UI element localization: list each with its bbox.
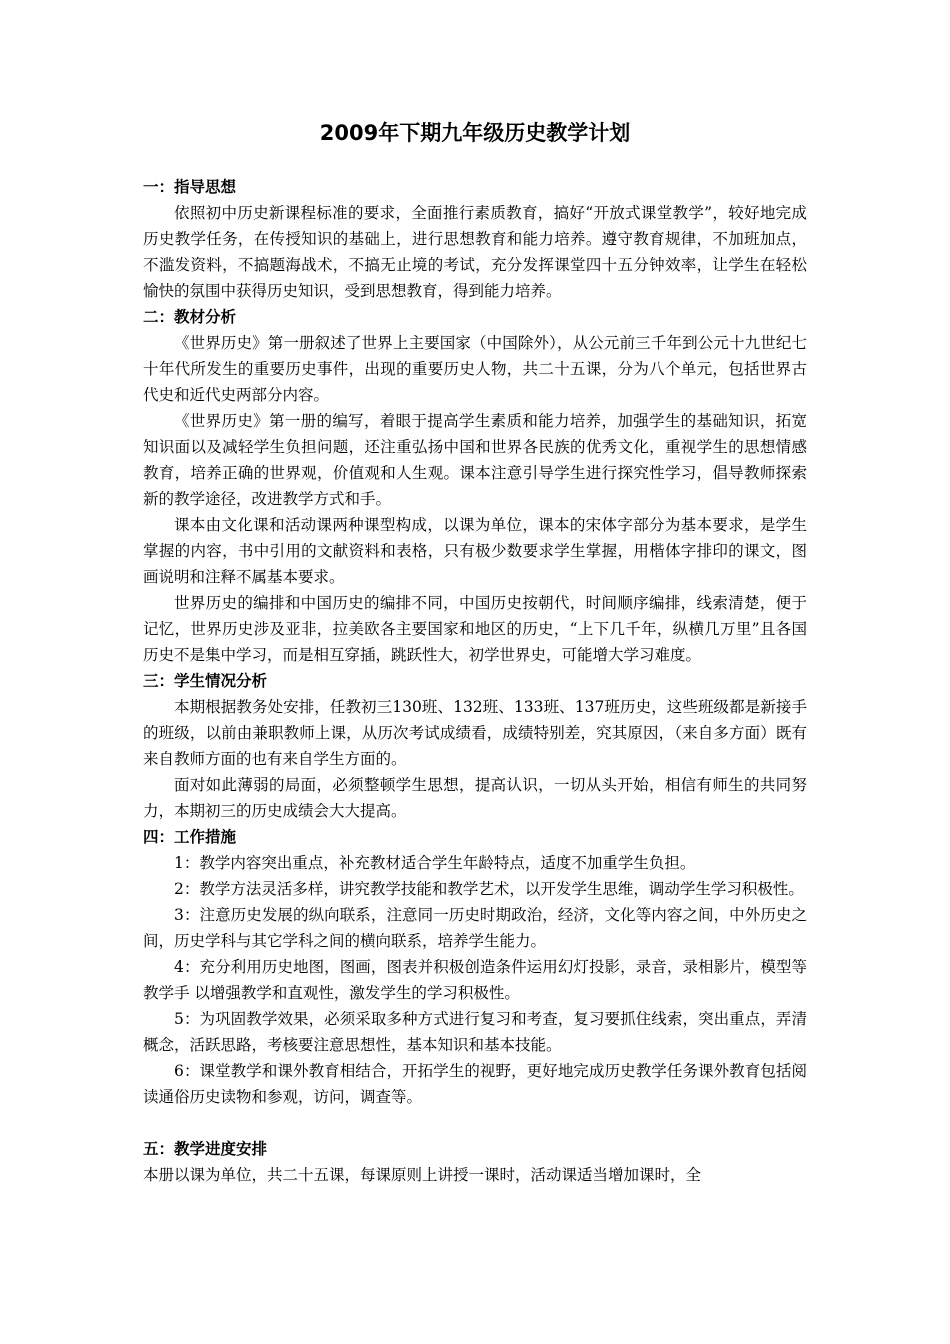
paragraph: 《世界历史》第一册叙述了世界上主要国家（中国除外），从公元前三千年到公元十九世纪七十年代所发生的重要历史事件，出现的重要历史人物，共二十五课，分为八个单元，包括世界古代史和近代史两部分内容。 xyxy=(143,334,807,404)
section-guiding-ideology xyxy=(143,174,807,304)
section-heading: 五：教学进度安排 xyxy=(143,1140,268,1158)
section-textbook-analysis xyxy=(143,304,807,668)
page-title: 2009年下期九年级历史教学计划 xyxy=(319,121,631,145)
list-item: 3：注意历史发展的纵向联系，注意同一历史时期政治，经济，文化等内容之间，中外历史之间，历史学科与其它学科之间的横向联系，培养学生能力。 xyxy=(143,906,807,950)
paragraph: 世界历史的编排和中国历史的编排不同，中国历史按朝代，时间顺序编排，线索清楚，便于记忆，世界历史涉及亚非，拉美欧各主要国家和地区的历史，“上下几千年，纵横几万里”且各国历史不是集中学习，而是相互穿插，跳跃性大，初学世界史，可能增大学习难度。 xyxy=(143,594,807,664)
section-heading: 四：工作措施 xyxy=(143,828,237,846)
section-teaching-schedule xyxy=(143,1136,807,1188)
section-work-measures xyxy=(143,824,807,1110)
section-heading: 二：教材分析 xyxy=(143,308,237,326)
paragraph: 依照初中历史新课程标准的要求，全面推行素质教育，搞好“开放式课堂教学”，较好地完成历史教学任务，在传授知识的基础上，进行思想教育和能力培养。遵守教育规律，不加班加点，不滥发资料，不搞题海战术，不搞无止境的考试，充分发挥课堂四十五分钟效率，让学生在轻松愉快的氛围中获得历史知识，受到思想教育，得到能力培养。 xyxy=(143,204,807,300)
section-student-analysis xyxy=(143,668,807,824)
paragraph: 课本由文化课和活动课两种课型构成，以课为单位，课本的宋体字部分为基本要求，是学生掌握的内容，书中引用的文献资料和表格，只有极少数要求学生掌握，用楷体字排印的课文，图画说明和注释不属基本要求。 xyxy=(143,516,807,586)
list-item: 5：为巩固教学效果，必须采取多种方式进行复习和考查，复习要抓住线索，突出重点，弄清概念，活跃思路，考核要注意思想性，基本知识和基本技能。 xyxy=(143,1010,807,1054)
paragraph: 《世界历史》第一册的编写，着眼于提高学生素质和能力培养，加强学生的基础知识，拓宽知识面以及减轻学生负担问题，还注重弘扬中国和世界各民族的优秀文化，重视学生的思想情感教育，培养正确的世界观，价值观和人生观。课本注意引导学生进行探究性学习，倡导教师探索新的教学途径，改进教学方式和手。 xyxy=(143,412,807,508)
section-heading: 三：学生情况分析 xyxy=(143,672,268,690)
paragraph: 面对如此薄弱的局面，必须整顿学生思想，提高认识，一切从头开始，相信有师生的共同努力，本期初三的历史成绩会大大提高。 xyxy=(143,776,807,820)
list-item: 2：教学方法灵活多样，讲究教学技能和教学艺术，以开发学生思维，调动学生学习积极性。 xyxy=(174,880,804,898)
list-item: 4：充分利用历史地图，图画，图表并积极创造条件运用幻灯投影，录音，录相影片，模型等教学手 以增强教学和直观性，激发学生的学习积极性。 xyxy=(143,958,807,1002)
paragraph: 本期根据教务处安排，任教初三130班、132班、133班、137班历史，这些班级都是新接手的班级，以前由兼职教师上课，从历次考试成绩看，成绩特别差，究其原因，（来自多方面）既有来自教师方面的也有来自学生方面的。 xyxy=(143,698,807,768)
spacer xyxy=(143,1110,807,1136)
paragraph: 本册以课为单位，共二十五课，每课原则上讲授一课时，活动课适当增加课时，全 xyxy=(143,1166,702,1184)
section-heading: 一：指导思想 xyxy=(143,178,237,196)
list-item: 1：教学内容突出重点，补充教材适合学生年龄特点，适度不加重学生负担。 xyxy=(174,854,696,872)
list-item: 6：课堂教学和课外教育相结合，开拓学生的视野，更好地完成历史教学任务课外教育包括阅读通俗历史读物和参观，访问，调查等。 xyxy=(143,1062,807,1106)
